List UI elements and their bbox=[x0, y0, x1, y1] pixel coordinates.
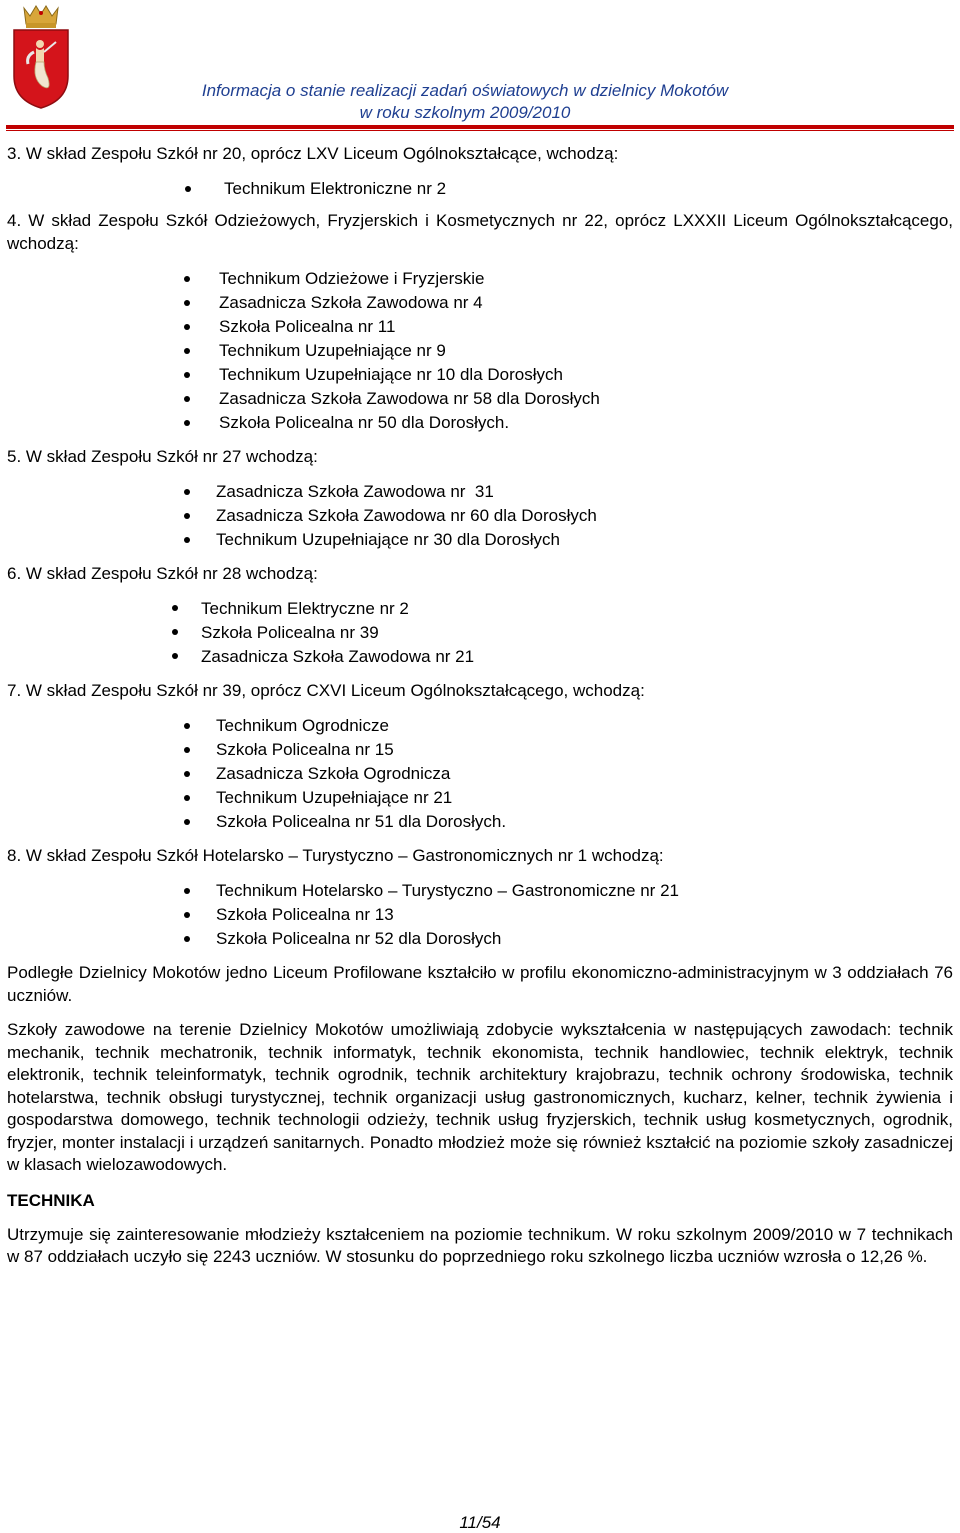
list-item: Szkoła Policealna nr 11 bbox=[7, 315, 953, 339]
bullet-icon bbox=[184, 819, 190, 825]
item-5-list bbox=[7, 480, 953, 552]
bullet-icon bbox=[184, 300, 190, 306]
bullet-icon bbox=[172, 653, 178, 659]
item-3-text: 3. W skład Zespołu Szkół nr 20, oprócz LXV Liceum Ogólnokształcące, wchodzą: bbox=[7, 144, 619, 163]
bullet-icon bbox=[184, 348, 190, 354]
bullet-icon bbox=[184, 771, 190, 777]
bullet-icon bbox=[184, 276, 190, 282]
item-7-list bbox=[7, 714, 953, 834]
list-item: Technikum Elektroniczne nr 2 bbox=[7, 177, 953, 201]
section-heading-technika: TECHNIKA bbox=[7, 1190, 95, 1210]
item-4-text: 4. W skład Zespołu Szkół Odzieżowych, Fryzjerskich i Kosmetycznych nr 22, oprócz LXXXII Liceum Ogólnokształcącego, wchodzą: bbox=[7, 211, 953, 253]
paragraph-technika: Utrzymuje się zainteresowanie młodzieży kształceniem na poziomie technikum. W roku szkolnym 2009/2010 w 7 technikach w 87 oddziałach uczyło się 2243 uczniów. W stosunku do poprzedniego roku szkolnego liczba uczniów wzrosła o 12,26 %. bbox=[7, 1224, 953, 1266]
list-item: Technikum Uzupełniające nr 30 dla Dorosłych bbox=[7, 528, 953, 552]
bullet-icon bbox=[184, 420, 190, 426]
list-item: Technikum Uzupełniające nr 9 bbox=[7, 339, 953, 363]
list-item: Zasadnicza Szkoła Zawodowa nr 58 dla Dorosłych bbox=[7, 387, 953, 411]
paragraph-liceum-profilowane: Podległe Dzielnicy Mokotów jedno Liceum Profilowane kształciło w profilu ekonomiczno-administracyjnym w 3 oddziałach 76 uczniów. bbox=[7, 963, 953, 1005]
list-item: Szkoła Policealna nr 39 bbox=[7, 621, 953, 645]
item-6-text: 6. W skład Zespołu Szkół nr 28 wchodzą: bbox=[7, 564, 318, 583]
bullet-icon bbox=[184, 888, 190, 894]
list-item: Szkoła Policealna nr 51 dla Dorosłych. bbox=[7, 810, 953, 834]
item-6-list bbox=[7, 597, 953, 669]
bullet-icon bbox=[184, 372, 190, 378]
item-4-list bbox=[7, 267, 953, 435]
header-title bbox=[145, 80, 785, 124]
list-item: Zasadnicza Szkoła Zawodowa nr 31 bbox=[7, 480, 953, 504]
list-item: Technikum Elektryczne nr 2 bbox=[7, 597, 953, 621]
list-item: Zasadnicza Szkoła Ogrodnicza bbox=[7, 762, 953, 786]
header-title-line1: Informacja o stanie realizacji zadań oświatowych w dzielnicy Mokotów bbox=[201, 81, 729, 100]
document-body bbox=[7, 138, 953, 1268]
header-title-line2: w roku szkolnym 2009/2010 bbox=[359, 103, 571, 122]
bullet-icon bbox=[184, 936, 190, 942]
list-item: Zasadnicza Szkoła Zawodowa nr 60 dla Dorosłych bbox=[7, 504, 953, 528]
list-item: Zasadnicza Szkoła Zawodowa nr 21 bbox=[7, 645, 953, 669]
paragraph-szkoly-zawodowe: Szkoły zawodowe na terenie Dzielnicy Mokotów umożliwiają zdobycie wykształcenia w następujących zawodach: technik mechanik, technik mechatronik, technik informatyk, technik ekonomista, technik handlowiec, technik elektryk, technik elektronik, technik teleinformatyk, technik ogrodnik, technik architektury krajobrazu, technik ochrony środowiska, technik hotelarstwa, technik obsługi turystycznej, technik organizacji usług gastronomicznych, kucharz, kelner, technik żywienia i gospodarstwa domowego, technik technologii odzieży, technik usług fryzjerskich, technik usług kosmetycznych, ogrodnik, fryzjer, monter instalacji i urządzeń sanitarnych. Ponadto młodzież może się również kształcić na poziomie szkoły zasadniczej w klasach wielozawodowych. bbox=[7, 1020, 953, 1174]
list-item: Szkoła Policealna nr 52 dla Dorosłych bbox=[7, 927, 953, 951]
bullet-icon bbox=[185, 186, 191, 192]
page-number: 11/54 bbox=[459, 1513, 501, 1532]
bullet-icon bbox=[184, 324, 190, 330]
header-rule-thin bbox=[6, 130, 954, 131]
bullet-icon bbox=[184, 912, 190, 918]
list-item: Technikum Hotelarsko – Turystyczno – Gastronomiczne nr 21 bbox=[7, 879, 953, 903]
bullet-icon bbox=[184, 537, 190, 543]
list-item: Szkoła Policealna nr 50 dla Dorosłych. bbox=[7, 411, 953, 435]
item-7-text: 7. W skład Zespołu Szkół nr 39, oprócz CXVI Liceum Ogólnokształcącego, wchodzą: bbox=[7, 681, 645, 700]
list-item: Zasadnicza Szkoła Zawodowa nr 4 bbox=[7, 291, 953, 315]
bullet-icon bbox=[172, 605, 178, 611]
bullet-icon bbox=[184, 723, 190, 729]
item-8-text: 8. W skład Zespołu Szkół Hotelarsko – Turystyczno – Gastronomicznych nr 1 wchodzą: bbox=[7, 846, 664, 865]
warsaw-coat-of-arms-icon bbox=[10, 4, 72, 110]
page-header bbox=[0, 0, 960, 134]
bullet-icon bbox=[172, 629, 178, 635]
list-item: Szkoła Policealna nr 13 bbox=[7, 903, 953, 927]
bullet-icon bbox=[184, 396, 190, 402]
list-item: Technikum Odzieżowe i Fryzjerskie bbox=[7, 267, 953, 291]
bullet-icon bbox=[184, 747, 190, 753]
bullet-icon bbox=[184, 489, 190, 495]
bullet-icon bbox=[184, 513, 190, 519]
list-item: Technikum Uzupełniające nr 10 dla Dorosłych bbox=[7, 363, 953, 387]
item-5-text: 5. W skład Zespołu Szkół nr 27 wchodzą: bbox=[7, 447, 318, 466]
item-3-list bbox=[7, 177, 953, 201]
header-rule bbox=[6, 125, 954, 129]
bullet-icon bbox=[184, 795, 190, 801]
list-item: Technikum Uzupełniające nr 21 bbox=[7, 786, 953, 810]
list-item: Technikum Ogrodnicze bbox=[7, 714, 953, 738]
list-item: Szkoła Policealna nr 15 bbox=[7, 738, 953, 762]
item-8-list bbox=[7, 879, 953, 951]
